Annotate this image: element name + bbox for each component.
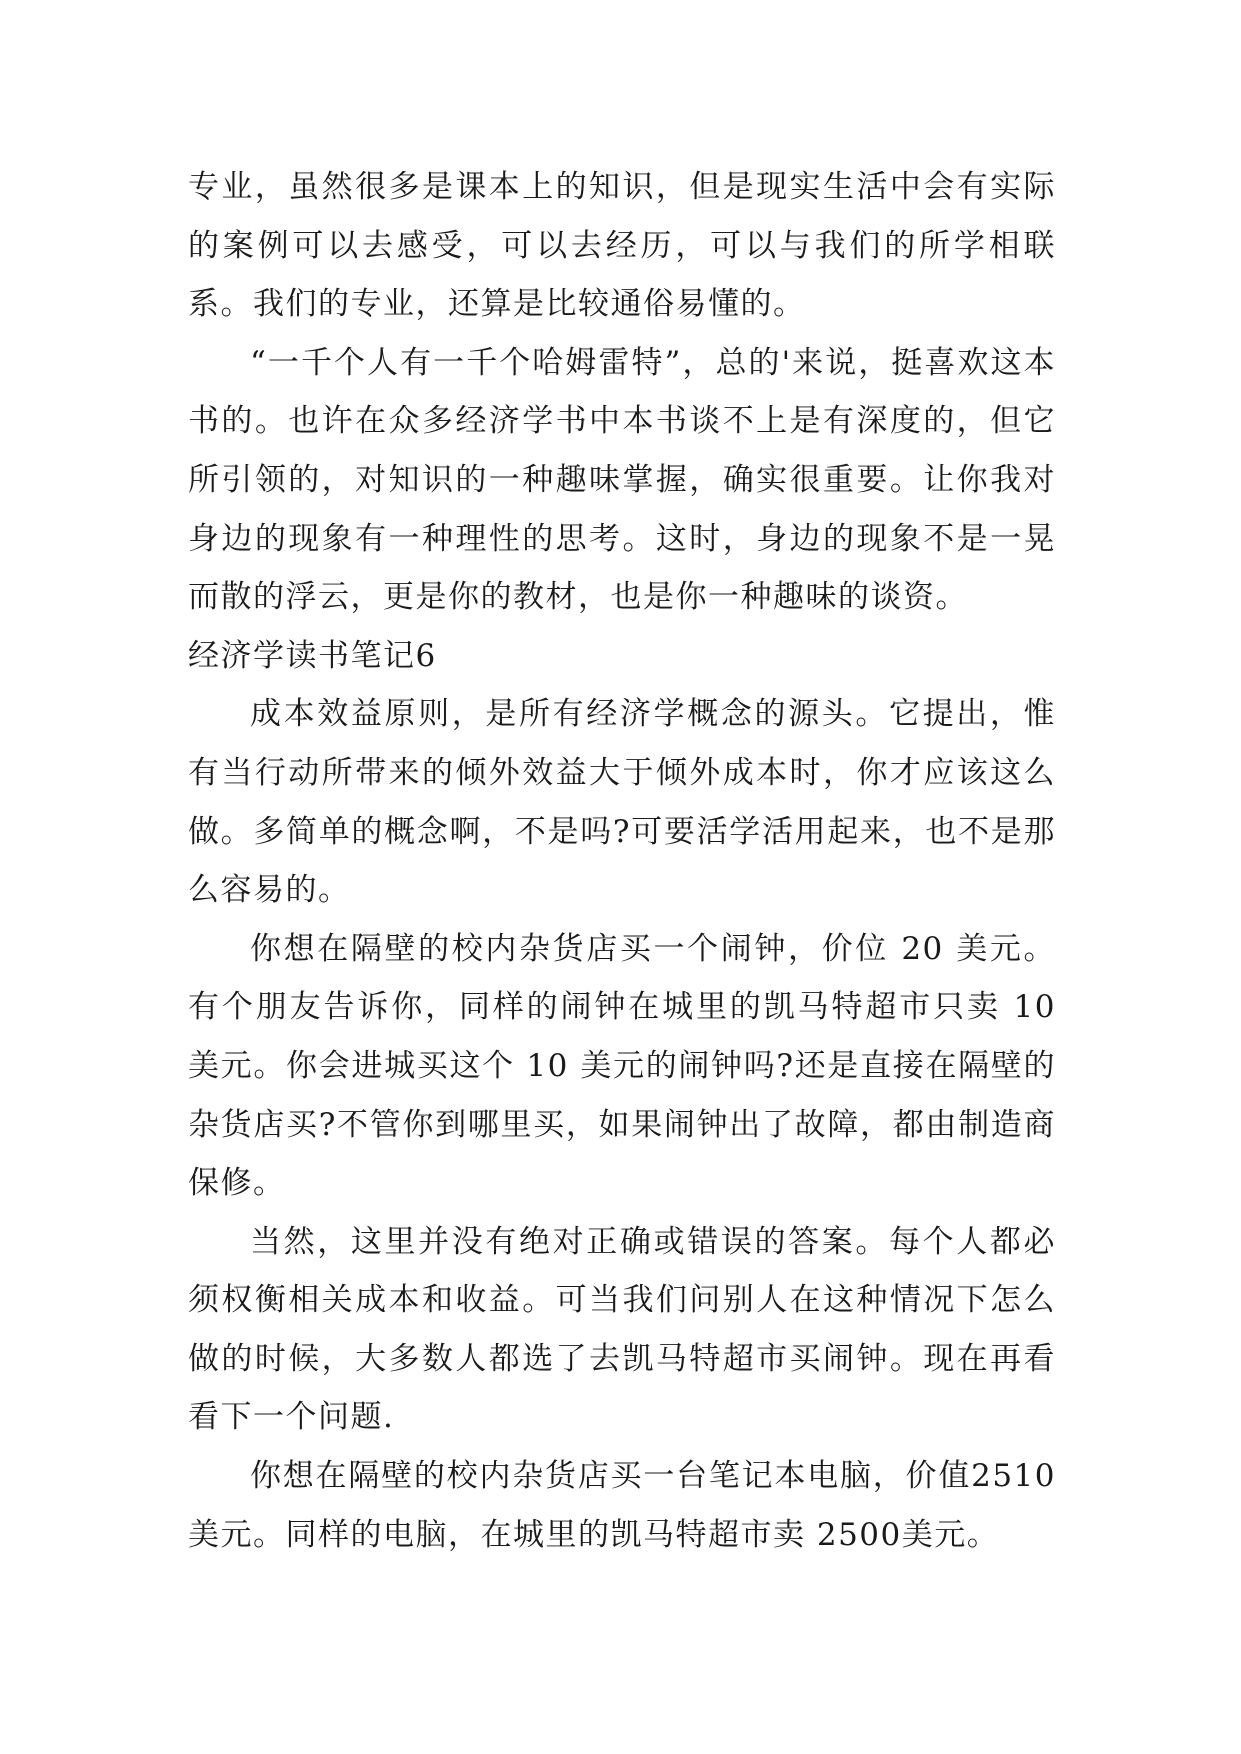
- paragraph-cost-benefit: 成本效益原则，是所有经济学概念的源头。它提出，惟有当行动所带来的倾外效益大于倾外成本时，你才应该这么做。多简单的概念啊，不是吗?可要活学活用起来，也不是那么容易的。: [188, 696, 1056, 909]
- document-body: [188, 158, 1056, 1564]
- paragraph-continuation: 专业，虽然很多是课本上的知识，但是现实生活中会有实际的案例可以去感受，可以去经历，可以与我们的所学相联系。我们的专业，还算是比较通俗易懂的。: [188, 169, 1056, 323]
- section-heading: 经济学读书笔记6: [188, 637, 437, 674]
- paragraph-alarm-clock: 你想在隔壁的校内杂货店买一个闹钟，价位 20 美元。有个朋友告诉你，同样的闹钟在城里的凯马特超市只卖 10 美元。你会进城买这个 10 美元的闹钟吗?还是直接在隔壁的杂货店买?不管你到哪里买，如果闹钟出了故障，都由制造商保修。: [188, 930, 1056, 1202]
- paragraph-no-right-answer: 当然，这里并没有绝对正确或错误的答案。每个人都必须权衡相关成本和收益。可当我们问别人在这种情况下怎么做的时候，大多数人都选了去凯马特超市买闹钟。现在再看看下一个问题.: [188, 1223, 1056, 1436]
- paragraph-laptop: 你想在隔壁的校内杂货店买一台笔记本电脑，价值2510 美元。同样的电脑，在城里的凯马特超市卖 2500美元。: [188, 1458, 1056, 1553]
- paragraph-conclusion: “一千个人有一千个哈姆雷特”，总的'来说，挺喜欢这本书的。也许在众多经济学书中本书谈不上是有深度的，但它所引领的，对知识的一种趣味掌握，确实很重要。让你我对身边的现象有一种理性的思考。这时，身边的现象不是一晃而散的浮云，更是你的教材，也是你一种趣味的谈资。: [188, 344, 1056, 616]
